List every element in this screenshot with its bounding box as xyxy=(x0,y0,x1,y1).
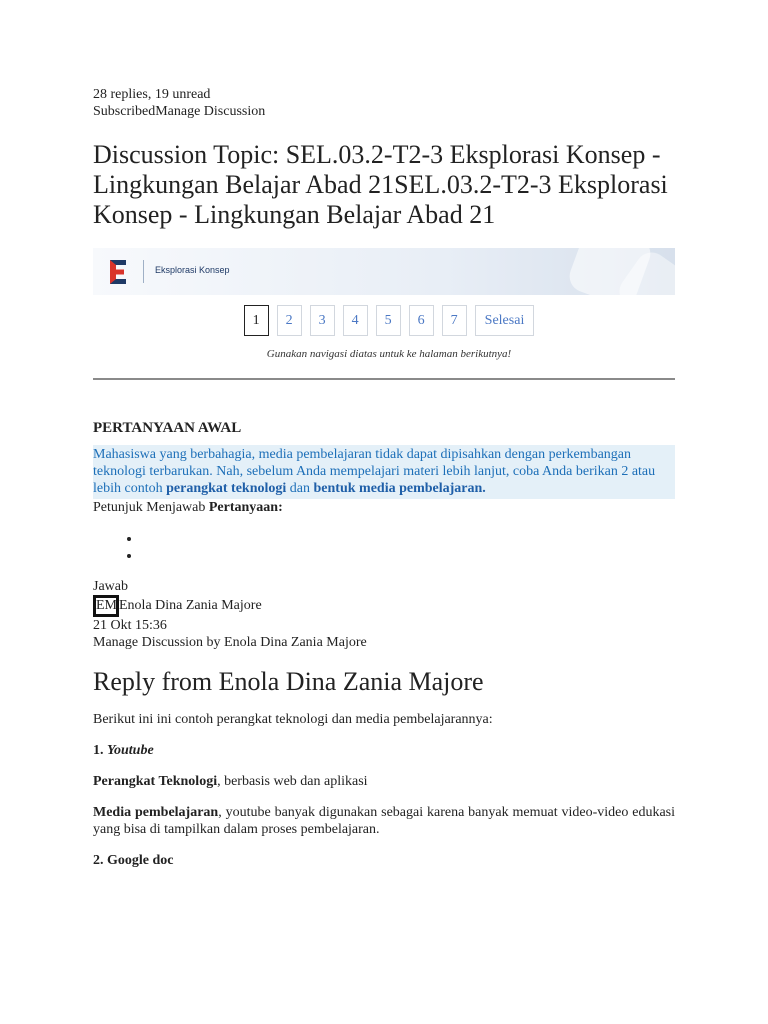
banner-label: Eksplorasi Konsep xyxy=(155,265,230,275)
guide-prefix: Petunjuk Menjawab xyxy=(93,500,209,515)
question-emphasis-media: bentuk media pembelajaran. xyxy=(313,481,486,496)
item-number: 1. xyxy=(93,743,107,758)
page-navigation xyxy=(93,305,675,336)
question-emphasis-devices: perangkat teknologi xyxy=(166,481,287,496)
reply-heading: Reply from Enola Dina Zania Majore xyxy=(93,667,484,696)
module-banner xyxy=(93,248,675,295)
avatar[interactable]: EM xyxy=(93,595,119,617)
reply-body xyxy=(93,711,675,869)
device-label: Perangkat Teknologi xyxy=(93,774,218,789)
page-button-7[interactable]: 7 xyxy=(442,305,467,336)
question-box xyxy=(93,445,675,499)
guide-bold: Pertanyaan: xyxy=(208,500,283,515)
answer-label: Jawab xyxy=(93,579,128,594)
media-text: , youtube banyak digunakan sebagai karena banyak memuat video-video edukasi yang bisa di tampilkan dalam proses pembelajaran. xyxy=(93,805,675,837)
entry-author xyxy=(93,595,675,617)
banner-divider xyxy=(143,260,144,283)
page-button-2[interactable]: 2 xyxy=(277,305,302,336)
finish-button[interactable]: Selesai xyxy=(475,305,535,336)
entry-timestamp: 21 Okt 15:36 xyxy=(93,618,167,633)
thread-meta xyxy=(93,86,675,120)
subscribed-toggle[interactable]: Subscribed xyxy=(93,104,156,119)
post-media xyxy=(93,804,675,838)
page-button-4[interactable]: 4 xyxy=(343,305,368,336)
question-connector: dan xyxy=(286,481,314,496)
entry-manage-link[interactable]: Manage Discussion by Enola Dina Zania Majore xyxy=(93,635,367,650)
page-button-3[interactable]: 3 xyxy=(310,305,335,336)
list-item xyxy=(141,530,675,547)
question-text: Mahasiswa yang berbahagia, media pembelajaran tidak dapat dipisahkan dengan perkembangan teknologi terbarukan. Nah, sebelum Anda mempelajari materi lebih lanjut, coba Anda berikan 2 atau lebih contoh xyxy=(93,447,656,496)
navigation-hint: Gunakan navigasi diatas untuk ke halaman berikutnya! xyxy=(266,348,512,360)
section-divider xyxy=(93,378,675,380)
page-button-5[interactable]: 5 xyxy=(376,305,401,336)
list-item xyxy=(141,547,675,564)
page-button-1[interactable]: 1 xyxy=(244,305,269,336)
item-title: Youtube xyxy=(107,743,154,758)
manage-discussion-link[interactable]: Manage Discussion xyxy=(155,104,266,119)
guide-list xyxy=(93,530,675,564)
discussion-page xyxy=(93,86,675,869)
post-device xyxy=(93,773,675,790)
section-title: PERTANYAAN AWAL xyxy=(93,420,242,436)
device-text: , berbasis web dan aplikasi xyxy=(217,774,368,789)
thread-actions xyxy=(93,103,675,120)
page-button-6[interactable]: 6 xyxy=(409,305,434,336)
post-item-1 xyxy=(93,742,675,759)
media-label: Media pembelajaran xyxy=(93,805,219,820)
answer-guide xyxy=(93,499,675,516)
item-2-title: 2. Google doc xyxy=(93,853,174,868)
author-name[interactable]: Enola Dina Zania Majore xyxy=(119,598,262,613)
e-logo-icon xyxy=(108,259,128,285)
reply-summary: 28 replies, 19 unread xyxy=(93,87,211,102)
post-item-2 xyxy=(93,852,675,869)
topic-title: Discussion Topic: SEL.03.2-T2-3 Eksplorasi Konsep - Lingkungan Belajar Abad 21SEL.03.2-T2-3 Eksplorasi Konsep - Lingkungan Belajar Abad 21 xyxy=(93,140,668,229)
post-intro: Berikut ini ini contoh perangkat teknologi dan media pembelajarannya: xyxy=(93,712,493,727)
